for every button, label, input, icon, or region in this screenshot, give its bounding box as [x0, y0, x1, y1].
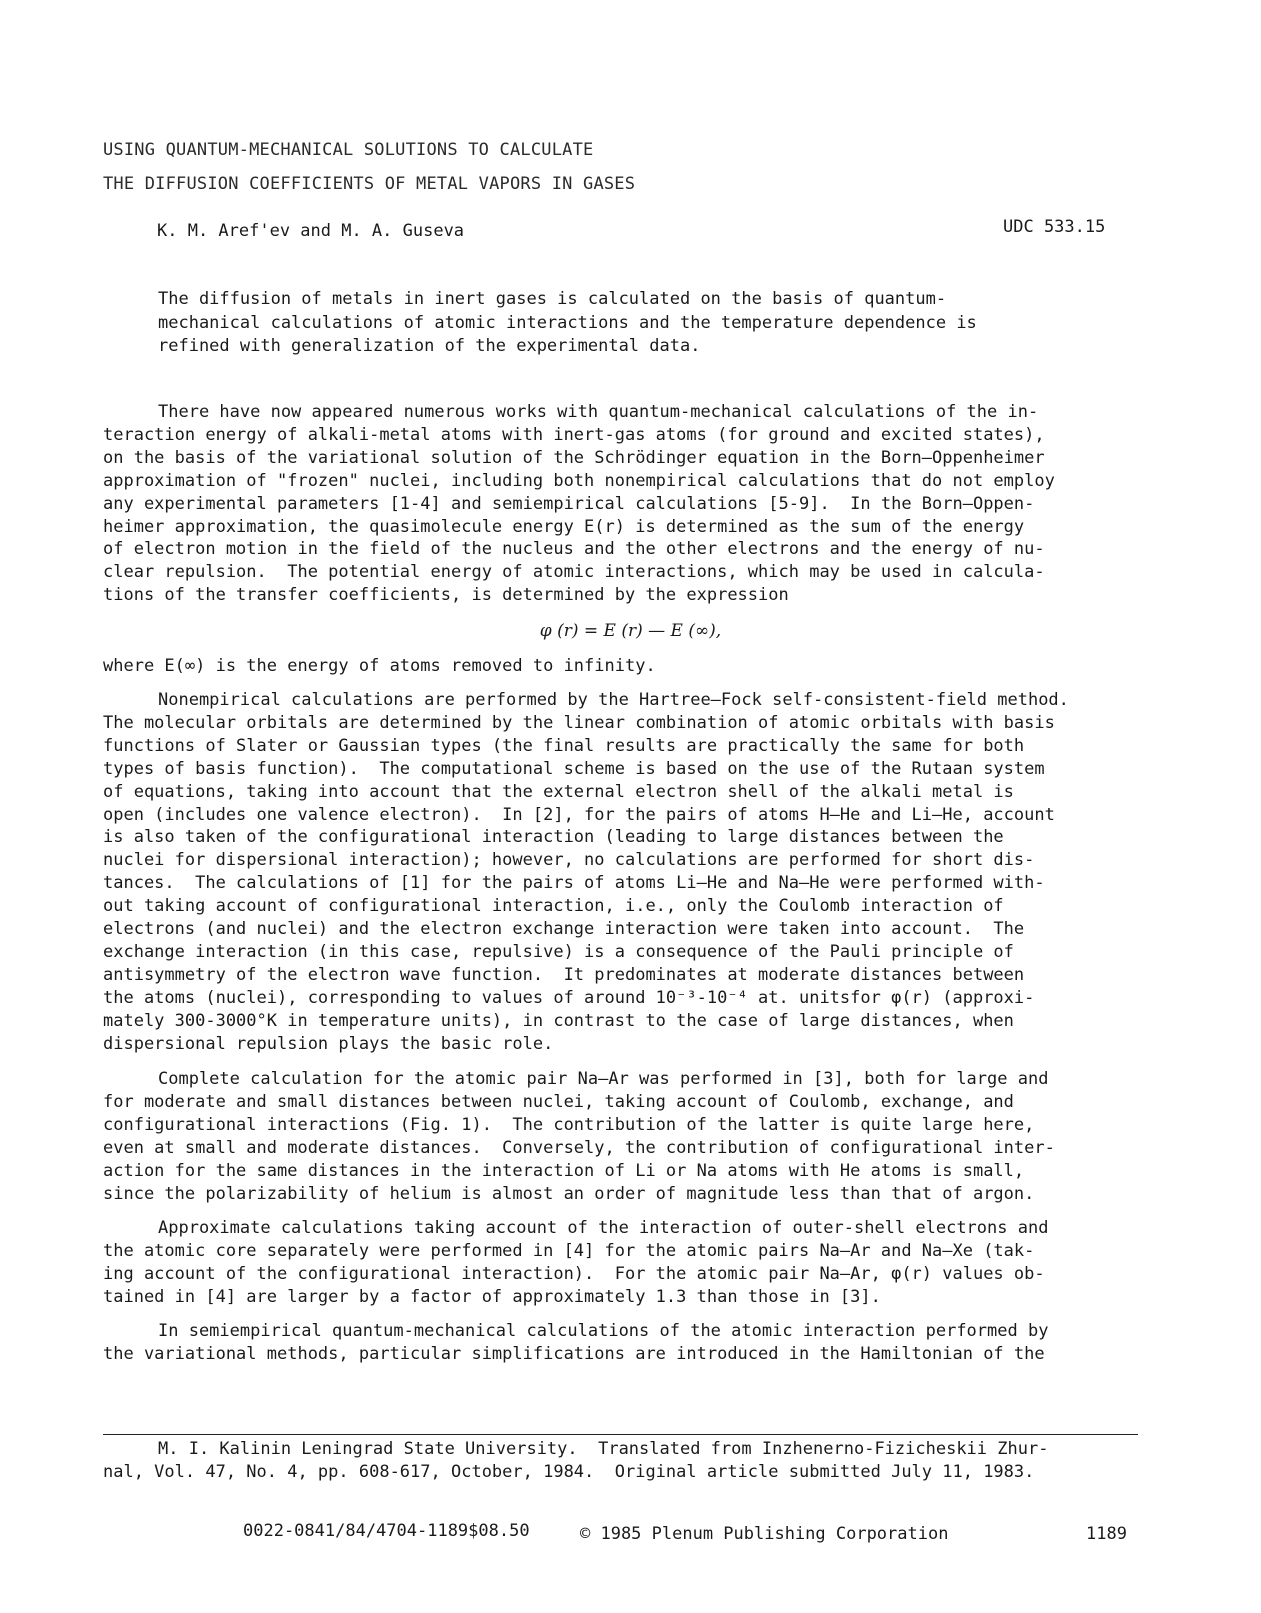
text-line: is also taken of the configurational interaction (leading to large distances between the — [103, 827, 1004, 848]
title-line-2: THE DIFFUSION COEFFICIENTS OF METAL VAPORS IN GASES — [103, 174, 636, 194]
text-line: open (includes one valence electron). In [2], for the pairs of atoms H—He and Li—He, account — [103, 804, 1055, 825]
text-line: Complete calculation for the atomic pair Na—Ar was performed in [3], both for large and — [158, 1069, 1049, 1089]
paragraph-5 — [103, 1320, 1153, 1366]
text-line: of electron motion in the field of the nucleus and the other electrons and the energy of nu- — [103, 539, 1045, 560]
text-line: action for the same distances in the interaction of Li or Na atoms with He atoms is small, — [103, 1160, 1025, 1181]
text-line: the atomic core separately were performed in [4] for the atomic pairs Na—Ar and Na—Xe (tak- — [103, 1240, 1035, 1261]
text-line: functions of Slater or Gaussian types (the final results are practically the same for both — [103, 735, 1025, 756]
text-line: There have now appeared numerous works with quantum-mechanical calculations of the in- — [158, 402, 1039, 422]
text-line: heimer approximation, the quasimolecule energy E(r) is determined as the sum of the energy — [103, 516, 1025, 537]
text-line: on the basis of the variational solution of the Schrödinger equation in the Born—Oppenheimer — [103, 447, 1045, 468]
text-line: the atoms (nuclei), corresponding to values of around 10⁻³-10⁻⁴ at. unitsfor φ(r) (approxi- — [103, 987, 1035, 1008]
text-line: electrons (and nuclei) and the electron exchange interaction were taken into account. The — [103, 919, 1025, 940]
text-line: approximation of "frozen" nuclei, including both nonempirical calculations that do not employ — [103, 470, 1055, 491]
text-line: exchange interaction (in this case, repulsive) is a consequence of the Pauli principle of — [103, 941, 1014, 962]
abstract-line: mechanical calculations of atomic interactions and the temperature dependence is — [158, 312, 977, 333]
text-line: teraction energy of alkali-metal atoms with inert-gas atoms (for ground and excited states), — [103, 424, 1045, 445]
footnote-line: nal, Vol. 47, No. 4, pp. 608-617, October, 1984. Original article submitted July 11, 1983. — [103, 1462, 1035, 1482]
udc-code: UDC 533.15 — [1003, 217, 1106, 237]
abstract-line: refined with generalization of the experimental data. — [158, 336, 701, 356]
text-line: any experimental parameters [1-4] and semiempirical calculations [5-9]. In the Born—Oppen- — [103, 493, 1035, 514]
text-line: antisymmetry of the electron wave function. It predominates at moderate distances between — [103, 964, 1025, 985]
text-line: ing account of the configurational interaction). For the atomic pair Na—Ar, φ(r) values ob- — [103, 1263, 1045, 1284]
text-line: of equations, taking into account that the external electron shell of the alkali metal is — [103, 781, 1014, 802]
text-line: mately 300-3000°K in temperature units), in contrast to the case of large distances, when — [103, 1010, 1014, 1031]
text-line: the variational methods, particular simplifications are introduced in the Hamiltonian of the — [103, 1343, 1045, 1364]
paragraph-3 — [103, 1068, 1153, 1205]
footnote-rule — [103, 1434, 1138, 1435]
text-line: tained in [4] are larger by a factor of approximately 1.3 than those in [3]. — [103, 1286, 881, 1307]
footnote — [103, 1438, 1143, 1484]
text-line: dispersional repulsion plays the basic role. — [103, 1033, 554, 1054]
text-line: In semiempirical quantum-mechanical calculations of the atomic interaction performed by — [158, 1321, 1049, 1341]
text-line: configurational interactions (Fig. 1). The contribution of the latter is quite large here, — [103, 1114, 1035, 1135]
text-line: even at small and moderate distances. Conversely, the contribution of configurational inter- — [103, 1137, 1055, 1158]
paragraph-1 — [103, 401, 1153, 607]
page-number: 1189 — [1086, 1524, 1127, 1544]
abstract-line: The diffusion of metals in inert gases is calculated on the basis of quantum- — [158, 289, 947, 309]
text-line: out taking account of configurational interaction, i.e., only the Coulomb interaction of — [103, 896, 1004, 917]
text-line: tions of the transfer coefficients, is determined by the expression — [103, 585, 789, 606]
text-line: since the polarizability of helium is almost an order of magnitude less than that of argon. — [103, 1183, 1035, 1204]
text-line: nuclei for dispersional interaction); however, no calculations are performed for short dis- — [103, 850, 1035, 871]
text-line: The molecular orbitals are determined by the linear combination of atomic orbitals with basis — [103, 712, 1055, 733]
paragraph-4 — [103, 1217, 1153, 1309]
text-line: Approximate calculations taking account of the interaction of outer-shell electrons and — [158, 1218, 1049, 1238]
footnote-line: M. I. Kalinin Leningrad State University. Translated from Inzhenerno-Fizicheskii Zhur- — [158, 1439, 1049, 1459]
text-line: Nonempirical calculations are performed by the Hartree—Fock self-consistent-field method. — [158, 690, 1069, 710]
text-line: where E(∞) is the energy of atoms removed to infinity. — [103, 656, 656, 676]
text-line: for moderate and small distances between nuclei, taking account of Coulomb, exchange, and — [103, 1091, 1014, 1112]
equation: φ (r) = E (r) — E (∞), — [539, 621, 722, 641]
text-line: tances. The calculations of [1] for the pairs of atoms Li—He and Na—He were performed with- — [103, 873, 1045, 894]
article-code: 0022-0841/84/4704-1189$08.50 — [243, 1521, 530, 1541]
title-line-1: USING QUANTUM-MECHANICAL SOLUTIONS TO CALCULATE — [103, 140, 594, 160]
copyright: © 1985 Plenum Publishing Corporation — [580, 1524, 949, 1544]
authors: K. M. Aref'ev and M. A. Guseva — [157, 221, 465, 241]
text-line: clear repulsion. The potential energy of atomic interactions, which may be used in calcula- — [103, 562, 1045, 583]
after-equation-text — [103, 655, 1153, 678]
paragraph-2 — [103, 689, 1153, 1056]
abstract — [158, 288, 1118, 359]
text-line: types of basis function). The computational scheme is based on the use of the Rutaan system — [103, 758, 1045, 779]
